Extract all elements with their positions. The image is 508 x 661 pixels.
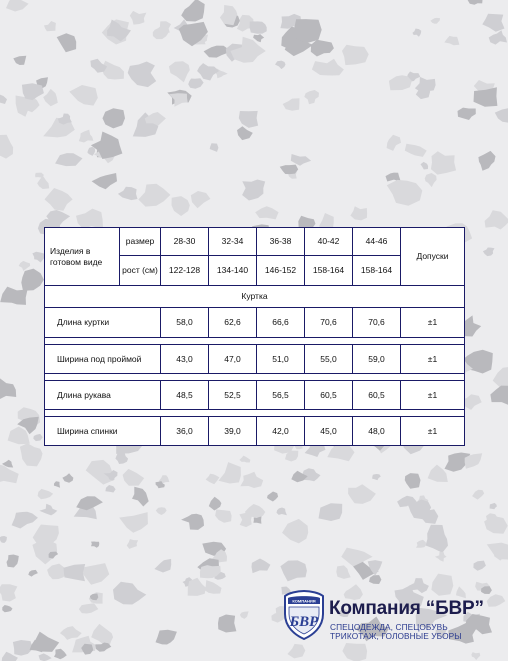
company-logo: [283, 590, 483, 650]
camo-blob: [181, 0, 205, 22]
camo-blob: [64, 564, 86, 581]
row-value: 42,0: [257, 417, 305, 446]
company-tagline-2: ТРИКОТАЖ, ГОЛОВНЫЕ УБОРЫ: [330, 631, 462, 641]
table-row: [45, 417, 465, 446]
camo-blob: [372, 474, 381, 480]
camo-blob: [113, 582, 146, 605]
header-height-1: 122-128: [161, 256, 209, 286]
camo-blob: [431, 151, 456, 174]
header-height-5: 158-164: [353, 256, 401, 286]
camo-blob: [369, 575, 381, 584]
row-value: 45,0: [305, 417, 353, 446]
row-value: 48,5: [161, 381, 209, 410]
camo-blob: [239, 456, 250, 463]
camo-blob: [0, 536, 7, 543]
camo-blob: [473, 561, 486, 571]
camo-blob: [242, 180, 265, 201]
camo-blob: [348, 484, 376, 504]
camo-blob: [472, 490, 484, 500]
camo-blob: [39, 653, 52, 661]
camo-blob: [240, 472, 263, 488]
camo-blob: [280, 560, 307, 581]
camo-blob: [33, 525, 59, 546]
camo-blob: [405, 473, 421, 489]
header-size-1: 28-30: [161, 228, 209, 256]
camo-blob: [54, 481, 60, 487]
camo-blob: [277, 508, 287, 516]
camo-blob: [79, 130, 94, 143]
camo-blob: [387, 135, 401, 151]
camo-blob: [275, 61, 286, 70]
shield-icon: [283, 590, 325, 640]
row-value: 48,0: [353, 417, 401, 446]
camo-blob: [458, 108, 476, 120]
camo-blob: [209, 497, 222, 511]
camo-blob: [304, 90, 319, 104]
camo-blob: [76, 496, 103, 510]
badge-text: КОМПАНИЯ: [292, 598, 316, 604]
camo-blob: [319, 503, 343, 521]
camo-blob: [444, 36, 459, 45]
camo-blob: [215, 510, 231, 523]
camo-blob: [92, 173, 117, 189]
row-name: Длина рукава: [45, 381, 161, 410]
row-name: Ширина спинки: [45, 417, 161, 446]
camo-blob: [54, 649, 67, 659]
row-value: 66,6: [257, 308, 305, 338]
camo-blob: [20, 443, 43, 466]
camo-blob: [237, 126, 253, 140]
camo-blob: [127, 539, 138, 549]
camo-blob: [478, 151, 495, 171]
header-height-2: 134-140: [209, 256, 257, 286]
camo-blob: [0, 94, 7, 104]
header-item-label: Изделия в готовом виде: [45, 228, 120, 286]
camo-blob: [389, 75, 412, 90]
camo-blob: [474, 87, 498, 107]
camo-blob: [118, 187, 138, 200]
camo-blob: [425, 173, 437, 187]
camo-blob: [119, 512, 148, 533]
camo-blob: [2, 605, 12, 612]
camo-blob: [421, 162, 429, 170]
row-value: 47,0: [209, 345, 257, 374]
camo-blob: [468, 0, 483, 5]
camo-blob: [12, 512, 38, 529]
camo-blob: [33, 434, 42, 441]
camo-blob: [169, 61, 190, 82]
camo-blob: [47, 564, 66, 580]
camo-blob: [218, 615, 236, 633]
camo-blob: [255, 206, 278, 219]
company-name: Компания “БВР”: [329, 598, 484, 619]
header-height-4: 158-164: [305, 256, 353, 286]
camo-blob: [21, 269, 44, 291]
camo-blob: [250, 21, 267, 33]
header-height-3: 146-152: [257, 256, 305, 286]
camo-blob: [197, 63, 219, 80]
camo-blob: [205, 580, 222, 594]
camo-blob: [253, 516, 261, 523]
camo-blob: [312, 59, 344, 76]
camo-blob: [239, 111, 258, 128]
camo-blob: [38, 489, 54, 499]
camo-blob: [33, 632, 60, 652]
header-tolerance-label: Допуски: [401, 228, 465, 286]
camo-blob: [128, 62, 157, 88]
row-value: 60,5: [353, 381, 401, 410]
camo-blob: [485, 210, 508, 229]
camo-blob: [188, 78, 203, 89]
camo-blob: [28, 570, 38, 577]
camo-blob: [13, 640, 33, 656]
camo-blob: [493, 366, 508, 389]
camo-blob: [416, 540, 426, 548]
camo-blob: [172, 196, 190, 216]
camo-blob: [252, 559, 271, 574]
row-value: 36,0: [161, 417, 209, 446]
row-value: 55,0: [305, 345, 353, 374]
camo-blob: [342, 45, 369, 65]
row-value: 59,0: [353, 345, 401, 374]
camo-blob: [483, 248, 495, 257]
camo-blob: [336, 565, 350, 579]
camo-blob: [280, 165, 299, 175]
row-value: 52,5: [209, 381, 257, 410]
camo-blob: [219, 462, 241, 483]
camo-blob: [57, 33, 76, 52]
camo-blob: [181, 514, 204, 530]
header-size-5: 44-46: [353, 228, 401, 256]
camo-blob: [44, 21, 56, 31]
row-tolerance: ±1: [401, 345, 465, 374]
camo-blob: [105, 485, 115, 493]
camo-blob: [482, 14, 504, 32]
camo-blob: [62, 473, 73, 483]
section-title: Куртка: [45, 286, 465, 308]
row-value: 62,6: [209, 308, 257, 338]
camo-blob: [91, 542, 99, 548]
camo-blob: [37, 175, 49, 189]
camo-blob: [130, 11, 147, 25]
camo-blob: [240, 611, 249, 619]
camo-blob: [6, 0, 29, 12]
camo-blob: [327, 444, 354, 461]
camo-blob: [55, 153, 82, 166]
camo-blob: [132, 487, 149, 507]
camo-blob: [253, 34, 264, 42]
camo-blob: [86, 460, 115, 485]
row-tolerance: ±1: [401, 308, 465, 338]
row-tolerance: ±1: [401, 381, 465, 410]
camo-blob: [430, 18, 440, 24]
camo-blob: [495, 107, 508, 123]
camo-blob: [0, 584, 17, 601]
camo-blob: [0, 135, 13, 159]
row-value: 58,0: [161, 308, 209, 338]
camo-blob: [45, 188, 73, 211]
camo-blob: [210, 143, 219, 152]
camo-blob: [415, 77, 436, 92]
row-value: 70,6: [305, 308, 353, 338]
camo-blob: [239, 513, 252, 527]
badge-letters: БВР: [289, 614, 319, 630]
table-row: [45, 345, 465, 374]
camo-blob: [490, 503, 497, 509]
camo-blob: [79, 603, 98, 613]
camo-blob: [156, 630, 177, 645]
camo-blob: [22, 83, 44, 100]
camo-blob: [69, 85, 98, 106]
size-chart-table: [44, 227, 465, 446]
header-size-label: размер: [120, 228, 161, 256]
camo-blob: [138, 184, 170, 207]
table-row: [45, 308, 465, 338]
row-value: 56,5: [257, 381, 305, 410]
camo-blob: [156, 507, 167, 515]
camo-blob: [0, 377, 16, 399]
camo-blob: [103, 108, 126, 128]
camo-blob: [90, 59, 107, 73]
company-tagline-1: СПЕЦОДЕЖДА, СПЕЦОБУВЬ: [330, 622, 448, 632]
camo-blob: [487, 594, 506, 607]
row-value: 43,0: [161, 345, 209, 374]
camo-blob: [412, 29, 421, 37]
camo-blob: [102, 61, 124, 80]
camo-blob: [39, 504, 57, 516]
row-name: Ширина под проймой: [45, 345, 161, 374]
camo-blob: [428, 465, 448, 482]
camo-blob: [154, 559, 171, 573]
camo-blob: [471, 652, 480, 660]
camo-blob: [60, 626, 82, 640]
row-tolerance: ±1: [401, 417, 465, 446]
camo-blob: [206, 474, 220, 484]
camo-blob: [490, 386, 508, 406]
camo-blob: [19, 261, 31, 271]
camo-blob: [435, 552, 447, 562]
row-value: 70,6: [353, 308, 401, 338]
camo-blob: [49, 552, 59, 559]
camo-blob: [291, 154, 311, 166]
camo-blob: [302, 468, 321, 481]
camo-blob: [191, 191, 211, 208]
camo-blob: [7, 555, 19, 568]
camo-blob: [123, 469, 145, 486]
header-height-label: рост (см): [120, 256, 161, 286]
camo-blob: [405, 144, 427, 157]
camo-blob: [387, 180, 423, 206]
camo-blob: [283, 98, 300, 111]
camo-blob: [88, 147, 96, 156]
camo-blob: [489, 30, 507, 44]
camo-blob: [311, 40, 334, 57]
header-size-2: 32-34: [209, 228, 257, 256]
camo-blob: [169, 93, 188, 107]
row-name: Длина куртки: [45, 308, 161, 338]
header-size-3: 36-38: [257, 228, 305, 256]
row-value: 39,0: [209, 417, 257, 446]
row-value: 51,0: [257, 345, 305, 374]
camo-blob: [267, 492, 278, 502]
camo-blob: [426, 525, 448, 553]
camo-blob: [350, 206, 367, 220]
table-row: [45, 381, 465, 410]
header-size-4: 40-42: [305, 228, 353, 256]
camo-blob: [13, 56, 26, 65]
camo-blob: [43, 89, 58, 106]
row-value: 60,5: [305, 381, 353, 410]
